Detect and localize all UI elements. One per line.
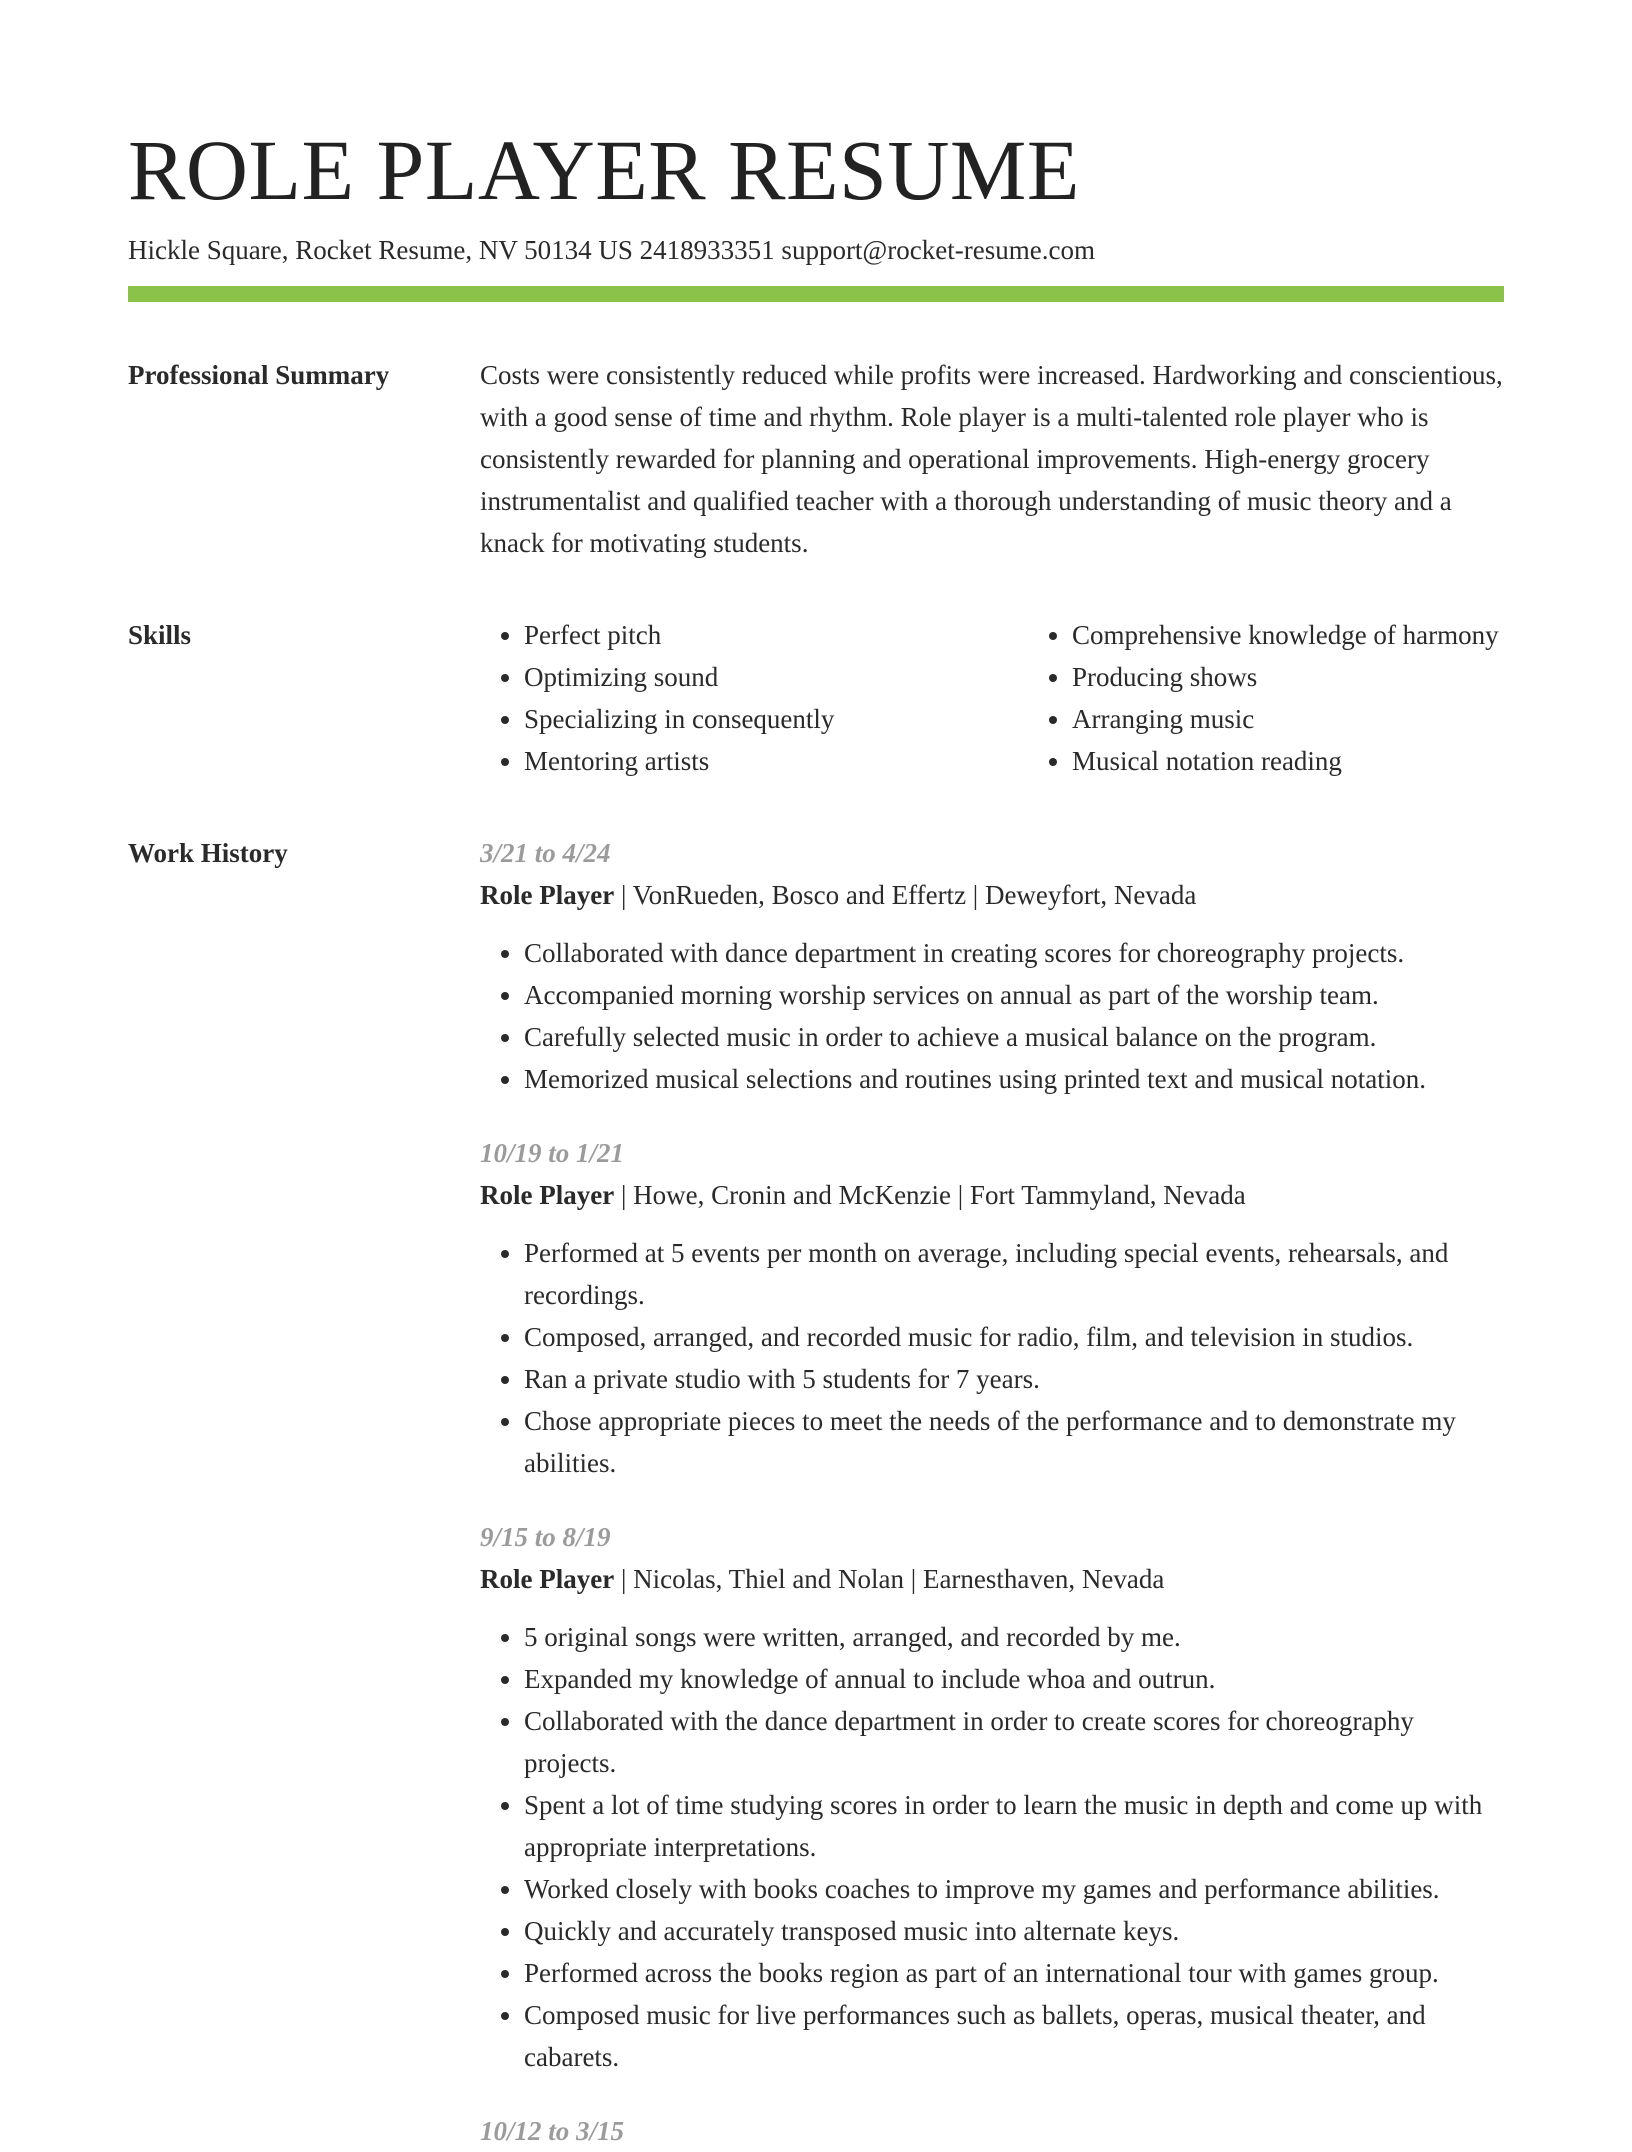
job-bullet: • Memorized musical selections and routines using printed text and musical notation. [524, 1058, 1504, 1100]
resume-title: ROLE PLAYER RESUME [128, 122, 1080, 218]
job-entry [480, 2110, 1504, 2152]
job-dates: 3/21 to 4/24 [480, 838, 611, 868]
job-dates: 9/15 to 8/19 [480, 1522, 611, 1552]
job-entry [480, 1132, 1504, 1484]
skill-item: • Optimizing sound [524, 656, 1028, 698]
work-history-heading: Work History [128, 838, 288, 868]
skill-item: • Comprehensive knowledge of harmony [1072, 614, 1576, 656]
job-bullet: • 5 original songs were written, arranged, and recorded by me. [524, 1616, 1504, 1658]
job-title: Role Player [480, 1180, 615, 1210]
job-bullets [480, 1232, 1504, 1484]
job-bullet: • Composed music for live performances such as ballets, operas, musical theater, and cabarets. [524, 1994, 1504, 2078]
contact-info: Hickle Square, Rocket Resume, NV 50134 US 2418933351 support@rocket-resume.com [128, 235, 1095, 265]
skills-list-right [1028, 614, 1576, 782]
job-title-line [480, 1174, 1504, 1216]
job-bullet: • Performed at 5 events per month on average, including special events, rehearsals, and recordings. [524, 1232, 1504, 1316]
work-history-section [128, 832, 1504, 2152]
summary-section [128, 354, 1504, 564]
summary-text: Costs were consistently reduced while profits were increased. Hardworking and conscientious, with a good sense of time and rhythm. Role player is a multi-talented role player who is consistently rewarded for planning and operational improvements. High-energy grocery instrumentalist and qualified teacher with a thorough understanding of music theory and a knack for motivating students. [480, 360, 1503, 558]
job-list [480, 832, 1504, 2152]
skill-item: • Producing shows [1072, 656, 1576, 698]
job-title-line [480, 1558, 1504, 1600]
skills-section [128, 614, 1504, 782]
skill-item: • Arranging music [1072, 698, 1576, 740]
job-employer-location: | Nicolas, Thiel and Nolan | Earnesthaven, Nevada [614, 1564, 1165, 1594]
skill-item: • Specializing in consequently [524, 698, 1028, 740]
job-bullet: • Expanded my knowledge of annual to include whoa and outrun. [524, 1658, 1504, 1700]
skills-heading: Skills [128, 620, 192, 650]
job-bullet: • Spent a lot of time studying scores in order to learn the music in depth and come up with appropriate interpretations. [524, 1784, 1504, 1868]
job-employer-location: | VonRueden, Bosco and Effertz | Deweyfort, Nevada [614, 880, 1197, 910]
job-bullet: • Chose appropriate pieces to meet the needs of the performance and to demonstrate my abilities. [524, 1400, 1504, 1484]
job-bullet: • Worked closely with books coaches to improve my games and performance abilities. [524, 1868, 1504, 1910]
job-bullet: • Collaborated with the dance department in order to create scores for choreography projects. [524, 1700, 1504, 1784]
job-title-line [480, 874, 1504, 916]
job-bullet: • Performed across the books region as part of an international tour with games group. [524, 1952, 1504, 1994]
job-bullet: • Quickly and accurately transposed music into alternate keys. [524, 1910, 1504, 1952]
skill-item: • Mentoring artists [524, 740, 1028, 782]
skill-item: • Musical notation reading [1072, 740, 1576, 782]
job-bullet: • Carefully selected music in order to achieve a musical balance on the program. [524, 1016, 1504, 1058]
summary-heading: Professional Summary [128, 360, 390, 390]
job-bullets [480, 932, 1504, 1100]
skill-item: • Perfect pitch [524, 614, 1028, 656]
job-title: Role Player [480, 1564, 615, 1594]
job-bullets [480, 1616, 1504, 2078]
job-bullet: • Accompanied morning worship services on annual as part of the worship team. [524, 974, 1504, 1016]
job-dates: 10/12 to 3/15 [480, 2116, 625, 2146]
job-dates: 10/19 to 1/21 [480, 1138, 625, 1168]
job-bullet: • Composed, arranged, and recorded music for radio, film, and television in studios. [524, 1316, 1504, 1358]
job-bullet: • Collaborated with dance department in creating scores for choreography projects. [524, 932, 1504, 974]
accent-divider [128, 286, 1504, 302]
job-title: Role Player [480, 880, 615, 910]
job-entry [480, 1516, 1504, 2078]
resume-page [128, 120, 1504, 2152]
job-employer-location: | Howe, Cronin and McKenzie | Fort Tammyland, Nevada [614, 1180, 1246, 1210]
skills-list-left [480, 614, 1028, 782]
job-bullet: • Ran a private studio with 5 students for 7 years. [524, 1358, 1504, 1400]
job-entry [480, 832, 1504, 1100]
